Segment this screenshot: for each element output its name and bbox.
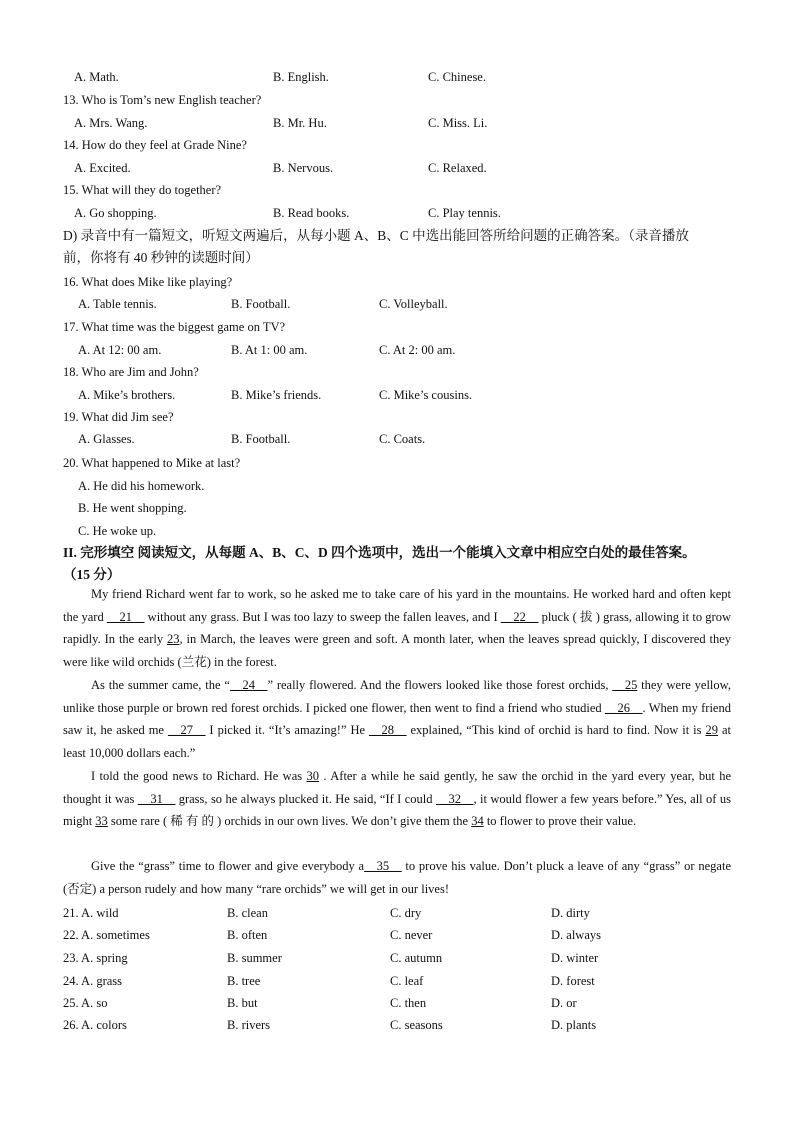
blank-24: __24__ <box>229 678 268 692</box>
q26-option-d: D. plants <box>551 1018 597 1032</box>
q13-option-b: B. Mr. Hu. <box>273 116 327 130</box>
q18-option-a: A. Mike’s brothers. <box>78 388 176 402</box>
q25-option-d: D. or <box>551 996 577 1010</box>
q22-option-b: B. often <box>227 928 268 942</box>
q20-option-c: C. He woke up. <box>78 524 157 538</box>
q26-option-a: 26. A. colors <box>63 1018 127 1032</box>
q21-option-d: D. dirty <box>551 906 590 920</box>
q20-option-a: A. He did his homework. <box>78 479 205 493</box>
q17-option-c: C. At 2: 00 am. <box>379 343 456 357</box>
q13-option-c: C. Miss. Li. <box>428 116 488 130</box>
cloze-paragraph-3: I told the good news to Richard. He was 30 . After a while he said gently, he saw the orchid in the yard every year, but he thought it was __31__ grass, so he always plucked it. He said, “If I could __32__, it would flower a few years before.” Yes, all of us might 33 some rare ( 稀 有 的 ) orchids in our own lives. We don’t give them the 34 to flower to prove their value. <box>63 769 731 829</box>
blank-27: __27__ <box>167 723 206 738</box>
cloze-heading-line2: （15 分） <box>63 567 121 582</box>
q19-option-a: A. Glasses. <box>78 432 135 446</box>
q23-option-a: 23. A. spring <box>63 951 128 965</box>
q17-option-b: B. At 1: 00 am. <box>231 343 308 357</box>
q25-option-b: B. but <box>227 996 258 1010</box>
blank-30: 30 <box>306 769 320 783</box>
q19-option-b: B. Football. <box>231 432 291 446</box>
q25-option-a: 25. A. so <box>63 996 108 1010</box>
q16-option-b: B. Football. <box>231 297 291 311</box>
blank-31: __31__ <box>137 791 176 806</box>
q14-option-b: B. Nervous. <box>273 161 334 175</box>
cloze-paragraph-1: My friend Richard went far to work, so he asked me to take care of his yard in the mountains. He worked hard and often kept the yard __21__ without any grass. But I was too lazy to sweep the fallen leaves, and I __22__ pluck ( 拔 ) grass, allowing it to grow rapidly. In the early 23, in March, the leaves were green and soft. A month later, when the leaves spread quickly, I discovered they were like wild orchids (兰花) in the forest. <box>63 587 731 669</box>
q16-question: 16. What does Mike like playing? <box>63 275 233 289</box>
blank-28: __28__ <box>369 723 407 738</box>
blank-34: 34 <box>471 814 484 829</box>
q23-option-d: D. winter <box>551 951 599 965</box>
cloze-heading <box>63 542 731 586</box>
blank-32: __32__ <box>435 791 474 806</box>
q16-option-c: C. Volleyball. <box>379 297 448 311</box>
q19-question: 19. What did Jim see? <box>63 410 174 424</box>
q14-question: 14. How do they feel at Grade Nine? <box>63 138 247 152</box>
q20-option-b: B. He went shopping. <box>78 501 187 515</box>
q24-option-a: 24. A. grass <box>63 974 123 988</box>
q15-option-b: B. Read books. <box>273 206 350 220</box>
q26-option-c: C. seasons <box>390 1018 443 1032</box>
q22-option-a: 22. A. sometimes <box>63 928 150 942</box>
blank-25: __25 <box>612 678 638 692</box>
q12-option-c: C. Chinese. <box>428 70 486 84</box>
blank-22: __22__ <box>500 609 539 624</box>
blank-23: 23 <box>167 632 180 647</box>
blank-29: 29 <box>705 723 718 738</box>
q21-option-c: C. dry <box>390 906 422 920</box>
q18-question: 18. Who are Jim and John? <box>63 365 199 379</box>
q19-option-c: C. Coats. <box>379 432 426 446</box>
q15-option-c: C. Play tennis. <box>428 206 501 220</box>
q21-option-b: B. clean <box>227 906 268 920</box>
q25-option-c: C. then <box>390 996 427 1010</box>
q15-option-a: A. Go shopping. <box>74 206 157 220</box>
q13-question: 13. Who is Tom’s new English teacher? <box>63 93 262 107</box>
blank-26: __26__ <box>604 700 643 715</box>
q12-option-b: B. English. <box>273 70 329 84</box>
q14-option-a: A. Excited. <box>74 161 131 175</box>
q12-option-a: A. Math. <box>74 70 119 84</box>
q21-option-a: 21. A. wild <box>63 906 119 920</box>
q24-option-c: C. leaf <box>390 974 424 988</box>
q18-option-b: B. Mike’s friends. <box>231 388 322 402</box>
q26-option-b: B. rivers <box>227 1018 271 1032</box>
q14-option-c: C. Relaxed. <box>428 161 487 175</box>
q15-question: 15. What will they do together? <box>63 183 222 197</box>
q17-question: 17. What time was the biggest game on TV? <box>63 320 286 334</box>
q20-question: 20. What happened to Mike at last? <box>63 456 241 470</box>
cloze-paragraph-4: Give the “grass” time to flower and give everybody a__35__ to prove his value. Don’t pluck a leave of any “grass” or negate (否定) a person rudely and how many “rare orchids” we will get in our lives! <box>63 859 731 896</box>
q22-option-d: D. always <box>551 928 601 942</box>
q23-option-c: C. autumn <box>390 951 443 965</box>
blank-35: __35__ <box>364 859 402 873</box>
q16-option-a: A. Table tennis. <box>78 297 157 311</box>
cloze-paragraph-2: As the summer came, the “__24__” really flowered. And the flowers looked like those forest orchids, __25 they were yellow, unlike those purple or brown red forest orchids. I picked one flower, then went to find a friend who studied __26__. When my friend saw it, he asked me __27__ I picked it. “It’s amazing!” He __28__ explained, “This kind of orchid is hard to find. Now it is 29 at least 10,000 dollars each.” <box>63 678 731 760</box>
blank-21: __21__ <box>106 609 145 624</box>
section-d-instruction-line2: 前，你将有 40 秒钟的读题时间） <box>63 250 259 265</box>
q23-option-b: B. summer <box>227 951 282 965</box>
q22-option-c: C. never <box>390 928 433 942</box>
section-d-instruction-line1: D) 录音中有一篇短文，听短文两遍后，从每小题 A、B、C 中选出能回答所给问题的正确答案。（录音播放 <box>63 228 689 243</box>
blank-33: 33 <box>95 814 108 829</box>
q24-option-d: D. forest <box>551 974 595 988</box>
q17-option-a: A. At 12: 00 am. <box>78 343 162 357</box>
cloze-heading-line1: II. 完形填空 阅读短文，从每题 A、B、C、D 四个选项中，选出一个能填入文章中相应空白处的最佳答案。 <box>63 545 696 560</box>
q13-option-a: A. Mrs. Wang. <box>74 116 148 130</box>
q24-option-b: B. tree <box>227 974 261 988</box>
q18-option-c: C. Mike’s cousins. <box>379 388 473 402</box>
